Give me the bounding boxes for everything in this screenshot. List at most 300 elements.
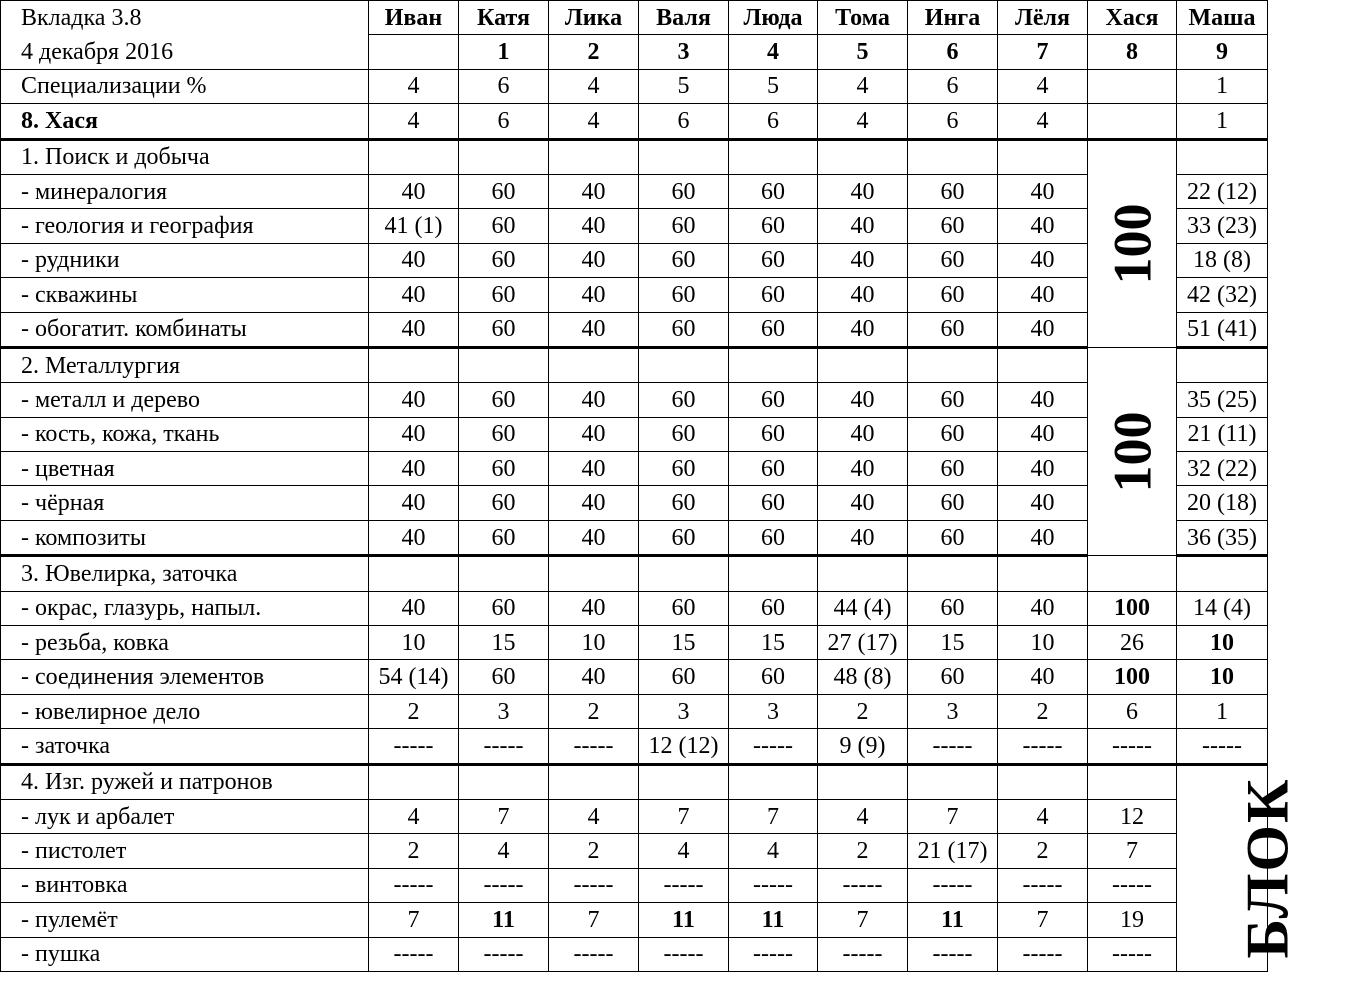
cell: 10 <box>369 626 459 660</box>
cell: 48 (8) <box>818 660 908 694</box>
cell <box>1088 69 1177 103</box>
cell: 40 <box>998 174 1088 208</box>
cell: 40 <box>369 452 459 486</box>
cell: 51 (41) <box>1177 312 1268 347</box>
row-label: - ювелирное дело <box>1 694 369 728</box>
col-name: Лика <box>549 1 639 35</box>
cell <box>818 764 908 799</box>
cell <box>459 556 549 591</box>
cell: 11 <box>908 903 998 937</box>
table-row <box>1 694 1268 728</box>
cell: 7 <box>459 799 549 833</box>
cell: 60 <box>459 174 549 208</box>
cell: 60 <box>729 591 818 625</box>
cell: 6 <box>908 104 998 139</box>
row-label: - пулемёт <box>1 903 369 937</box>
cell: 2 <box>549 694 639 728</box>
cell: ----- <box>549 868 639 902</box>
cell: 35 (25) <box>1177 383 1268 417</box>
cell: 40 <box>549 383 639 417</box>
cell: 7 <box>818 903 908 937</box>
cell <box>729 347 818 382</box>
cell: ----- <box>908 868 998 902</box>
section-title: 3. Ювелирка, заточка <box>1 556 369 591</box>
cell: 19 <box>1088 903 1177 937</box>
cell: ----- <box>1088 729 1177 764</box>
cell: 6 <box>459 69 549 103</box>
cell: ----- <box>818 937 908 971</box>
cell: 42 (32) <box>1177 278 1268 312</box>
cell: 1 <box>1177 69 1268 103</box>
cell: 15 <box>459 626 549 660</box>
col-number: 3 <box>639 35 729 69</box>
cell: 40 <box>369 417 459 451</box>
cell <box>1088 556 1177 591</box>
cell: 40 <box>369 591 459 625</box>
cell: 60 <box>459 520 549 555</box>
cell: 40 <box>998 520 1088 555</box>
row-label: - кость, кожа, ткань <box>1 417 369 451</box>
cell: ----- <box>729 937 818 971</box>
cell: 40 <box>818 383 908 417</box>
cell: 60 <box>639 383 729 417</box>
cell: 40 <box>549 660 639 694</box>
cell: 40 <box>549 243 639 277</box>
cell <box>549 347 639 382</box>
cell: 4 <box>818 104 908 139</box>
cell: 4 <box>998 69 1088 103</box>
cell: 40 <box>369 486 459 520</box>
col-name: Лёля <box>998 1 1088 35</box>
cell: ----- <box>818 868 908 902</box>
cell: 10 <box>998 626 1088 660</box>
cell: 1 <box>1177 104 1268 139</box>
khasya-row <box>1 104 1268 139</box>
cell <box>1088 764 1177 799</box>
cell: 4 <box>549 104 639 139</box>
cell: 60 <box>908 174 998 208</box>
cell <box>908 139 998 174</box>
col-number <box>369 35 459 69</box>
cell: 40 <box>549 520 639 555</box>
cell <box>729 764 818 799</box>
cell: 60 <box>908 383 998 417</box>
cell: 60 <box>908 486 998 520</box>
cell: 40 <box>818 417 908 451</box>
cell: 40 <box>549 312 639 347</box>
cell <box>818 347 908 382</box>
cell <box>998 139 1088 174</box>
cell: 1 <box>1177 694 1268 728</box>
tab-title: Вкладка 3.8 <box>1 1 369 35</box>
row-label: - скважины <box>1 278 369 312</box>
section-title-row <box>1 347 1268 382</box>
cell: 60 <box>639 660 729 694</box>
cell: 40 <box>549 417 639 451</box>
cell: ----- <box>729 868 818 902</box>
cell: 15 <box>908 626 998 660</box>
col-number: 5 <box>818 35 908 69</box>
cell: 6 <box>729 104 818 139</box>
cell: 6 <box>1088 694 1177 728</box>
cell: 5 <box>639 69 729 103</box>
cell: ----- <box>549 729 639 764</box>
section-title-row <box>1 139 1268 174</box>
row-label: - минералогия <box>1 174 369 208</box>
cell: ----- <box>549 937 639 971</box>
cell <box>908 764 998 799</box>
cell: 44 (4) <box>818 591 908 625</box>
cell <box>818 139 908 174</box>
cell <box>459 347 549 382</box>
cell <box>1088 104 1177 139</box>
cell <box>549 556 639 591</box>
cell: 40 <box>818 486 908 520</box>
cell: 40 <box>998 383 1088 417</box>
cell: 40 <box>998 209 1088 243</box>
row-label: - цветная <box>1 452 369 486</box>
cell: 40 <box>998 312 1088 347</box>
cell: ----- <box>639 937 729 971</box>
row-label: - пушка <box>1 937 369 971</box>
cell <box>549 764 639 799</box>
row-label: 8. Хася <box>1 104 369 139</box>
row-label: - металл и дерево <box>1 383 369 417</box>
cell: 4 <box>639 834 729 868</box>
cell: 4 <box>818 69 908 103</box>
cell: 60 <box>459 660 549 694</box>
table-row <box>1 486 1268 520</box>
cell: 60 <box>639 417 729 451</box>
cell <box>369 556 459 591</box>
col-name: Люда <box>729 1 818 35</box>
cell <box>639 556 729 591</box>
cell: 7 <box>998 903 1088 937</box>
cell: 2 <box>818 834 908 868</box>
cell: 40 <box>549 278 639 312</box>
cell: 4 <box>369 799 459 833</box>
cell: 40 <box>998 243 1088 277</box>
cell: 26 <box>1088 626 1177 660</box>
cell: 40 <box>998 417 1088 451</box>
cell: 7 <box>369 903 459 937</box>
cell: 54 (14) <box>369 660 459 694</box>
cell: 60 <box>639 174 729 208</box>
col-number: 1 <box>459 35 549 69</box>
table-row <box>1 729 1268 764</box>
cell: 60 <box>729 174 818 208</box>
cell <box>1177 556 1268 591</box>
cell: ----- <box>908 937 998 971</box>
cell: 100 <box>1088 591 1177 625</box>
cell <box>369 764 459 799</box>
cell: 10 <box>1177 626 1268 660</box>
col-number: 7 <box>998 35 1088 69</box>
table-row <box>1 452 1268 486</box>
cell: 4 <box>459 834 549 868</box>
col-name: Маша <box>1177 1 1268 35</box>
cell: 40 <box>818 312 908 347</box>
cell: 40 <box>998 486 1088 520</box>
cell: ----- <box>729 729 818 764</box>
cell: 12 <box>1088 799 1177 833</box>
cell: 33 (23) <box>1177 209 1268 243</box>
blocked-cell <box>1177 764 1301 971</box>
cell <box>729 556 818 591</box>
cell: 40 <box>998 452 1088 486</box>
cell: 6 <box>908 69 998 103</box>
cell: 4 <box>729 834 818 868</box>
section-title-row <box>1 764 1268 799</box>
cell: 40 <box>818 174 908 208</box>
header-names-row <box>1 1 1268 35</box>
cell <box>998 556 1088 591</box>
cell: 60 <box>908 278 998 312</box>
row-label: - рудники <box>1 243 369 277</box>
cell <box>369 347 459 382</box>
cell: 40 <box>818 278 908 312</box>
cell: 40 <box>818 243 908 277</box>
cell: ----- <box>369 729 459 764</box>
cell: 60 <box>639 520 729 555</box>
table-row <box>1 903 1268 937</box>
row-label: - заточка <box>1 729 369 764</box>
cell: 40 <box>369 278 459 312</box>
cell: 60 <box>459 417 549 451</box>
row-label: - обогатит. комбинаты <box>1 312 369 347</box>
cell: ----- <box>459 729 549 764</box>
row-label: - композиты <box>1 520 369 555</box>
cell: 14 (4) <box>1177 591 1268 625</box>
cell: 5 <box>729 69 818 103</box>
date-label: 4 декабря 2016 <box>1 35 369 69</box>
cell: 60 <box>639 312 729 347</box>
cell: 2 <box>998 694 1088 728</box>
table-row <box>1 626 1268 660</box>
cell: 40 <box>369 383 459 417</box>
cell: 2 <box>369 694 459 728</box>
cell: ----- <box>1177 729 1268 764</box>
blocked-label: БЛОК <box>1234 777 1301 959</box>
cell: 10 <box>1177 660 1268 694</box>
cell: ----- <box>998 868 1088 902</box>
cell: 60 <box>908 312 998 347</box>
table-row <box>1 417 1268 451</box>
cell: 60 <box>459 452 549 486</box>
cell: 3 <box>729 694 818 728</box>
merged-value-cell <box>1088 347 1177 555</box>
col-number: 4 <box>729 35 818 69</box>
cell: 3 <box>459 694 549 728</box>
cell: 40 <box>549 452 639 486</box>
col-name: Хася <box>1088 1 1177 35</box>
cell: 40 <box>369 243 459 277</box>
cell: ----- <box>1088 868 1177 902</box>
cell: 60 <box>639 278 729 312</box>
cell: 60 <box>908 452 998 486</box>
section-title: 2. Металлургия <box>1 347 369 382</box>
cell: 7 <box>549 903 639 937</box>
table-row <box>1 834 1268 868</box>
cell: 2 <box>369 834 459 868</box>
cell: 60 <box>908 591 998 625</box>
cell: 60 <box>729 312 818 347</box>
cell: 40 <box>998 278 1088 312</box>
cell: 36 (35) <box>1177 520 1268 555</box>
cell: 27 (17) <box>818 626 908 660</box>
cell: 40 <box>818 452 908 486</box>
cell: 60 <box>729 486 818 520</box>
table-row <box>1 937 1268 971</box>
cell: 60 <box>729 417 818 451</box>
cell: 3 <box>639 694 729 728</box>
cell <box>908 347 998 382</box>
table-row <box>1 312 1268 347</box>
cell: 4 <box>369 69 459 103</box>
cell: ----- <box>369 868 459 902</box>
cell: 15 <box>729 626 818 660</box>
row-label: - чёрная <box>1 486 369 520</box>
cell: 60 <box>729 243 818 277</box>
cell <box>639 139 729 174</box>
cell: 12 (12) <box>639 729 729 764</box>
cell: 40 <box>998 660 1088 694</box>
header-numbers-row <box>1 35 1268 69</box>
cell: 3 <box>908 694 998 728</box>
cell: 60 <box>639 591 729 625</box>
cell: 21 (17) <box>908 834 998 868</box>
col-name: Катя <box>459 1 549 35</box>
col-name: Тома <box>818 1 908 35</box>
col-name: Иван <box>369 1 459 35</box>
table-row <box>1 243 1268 277</box>
cell <box>639 764 729 799</box>
table-row <box>1 383 1268 417</box>
table-row <box>1 868 1268 902</box>
cell: 4 <box>818 799 908 833</box>
cell: 4 <box>998 799 1088 833</box>
col-name: Валя <box>639 1 729 35</box>
section-title-row <box>1 556 1268 591</box>
table-row <box>1 278 1268 312</box>
merged-value: 100 <box>1102 411 1162 493</box>
cell: 11 <box>459 903 549 937</box>
cell: 60 <box>908 417 998 451</box>
table-row <box>1 660 1268 694</box>
cell <box>459 139 549 174</box>
cell: 60 <box>639 243 729 277</box>
cell: 15 <box>639 626 729 660</box>
cell: 60 <box>908 209 998 243</box>
cell: ----- <box>1088 937 1177 971</box>
cell: 60 <box>459 209 549 243</box>
cell: 20 (18) <box>1177 486 1268 520</box>
cell: ----- <box>639 868 729 902</box>
cell: 60 <box>908 520 998 555</box>
cell: 4 <box>549 69 639 103</box>
cell <box>549 139 639 174</box>
row-label: - резьба, ковка <box>1 626 369 660</box>
cell <box>998 347 1088 382</box>
cell: 60 <box>729 278 818 312</box>
cell: 32 (22) <box>1177 452 1268 486</box>
cell: ----- <box>459 868 549 902</box>
cell: 40 <box>818 209 908 243</box>
cell: 40 <box>369 520 459 555</box>
cell: 40 <box>369 174 459 208</box>
cell: 60 <box>459 243 549 277</box>
cell <box>729 139 818 174</box>
cell: 60 <box>729 383 818 417</box>
table-row <box>1 591 1268 625</box>
table-row <box>1 209 1268 243</box>
cell: 60 <box>459 278 549 312</box>
row-label: Специализации % <box>1 69 369 103</box>
cell: 11 <box>639 903 729 937</box>
cell <box>1177 139 1268 174</box>
cell: 40 <box>998 591 1088 625</box>
cell: 60 <box>639 452 729 486</box>
cell: 18 (8) <box>1177 243 1268 277</box>
cell: 11 <box>729 903 818 937</box>
row-label: - винтовка <box>1 868 369 902</box>
spec-row <box>1 69 1268 103</box>
col-name: Инга <box>908 1 998 35</box>
col-number: 2 <box>549 35 639 69</box>
cell: 60 <box>639 486 729 520</box>
cell: 21 (11) <box>1177 417 1268 451</box>
cell: 60 <box>729 209 818 243</box>
table-row <box>1 799 1268 833</box>
cell: ----- <box>998 937 1088 971</box>
cell <box>818 556 908 591</box>
row-label: - пистолет <box>1 834 369 868</box>
cell: 40 <box>369 312 459 347</box>
cell: 6 <box>639 104 729 139</box>
cell: 40 <box>818 520 908 555</box>
cell: 60 <box>459 383 549 417</box>
row-label: - соединения элементов <box>1 660 369 694</box>
cell: 60 <box>908 243 998 277</box>
cell: 60 <box>729 452 818 486</box>
cell <box>639 347 729 382</box>
cell <box>1177 347 1268 382</box>
row-label: - лук и арбалет <box>1 799 369 833</box>
cell: ----- <box>369 937 459 971</box>
col-number: 9 <box>1177 35 1268 69</box>
col-number: 8 <box>1088 35 1177 69</box>
table-row <box>1 520 1268 555</box>
cell: 10 <box>549 626 639 660</box>
cell: 7 <box>639 799 729 833</box>
cell: 60 <box>459 591 549 625</box>
cell: 41 (1) <box>369 209 459 243</box>
cell: 6 <box>459 104 549 139</box>
cell: 4 <box>998 104 1088 139</box>
cell: 40 <box>549 209 639 243</box>
cell: 40 <box>549 486 639 520</box>
cell <box>369 139 459 174</box>
cell <box>459 764 549 799</box>
cell: 2 <box>998 834 1088 868</box>
cell: 4 <box>369 104 459 139</box>
cell: 40 <box>549 591 639 625</box>
cell: 2 <box>818 694 908 728</box>
cell <box>998 764 1088 799</box>
table-row <box>1 174 1268 208</box>
col-number: 6 <box>908 35 998 69</box>
cell: 60 <box>729 660 818 694</box>
